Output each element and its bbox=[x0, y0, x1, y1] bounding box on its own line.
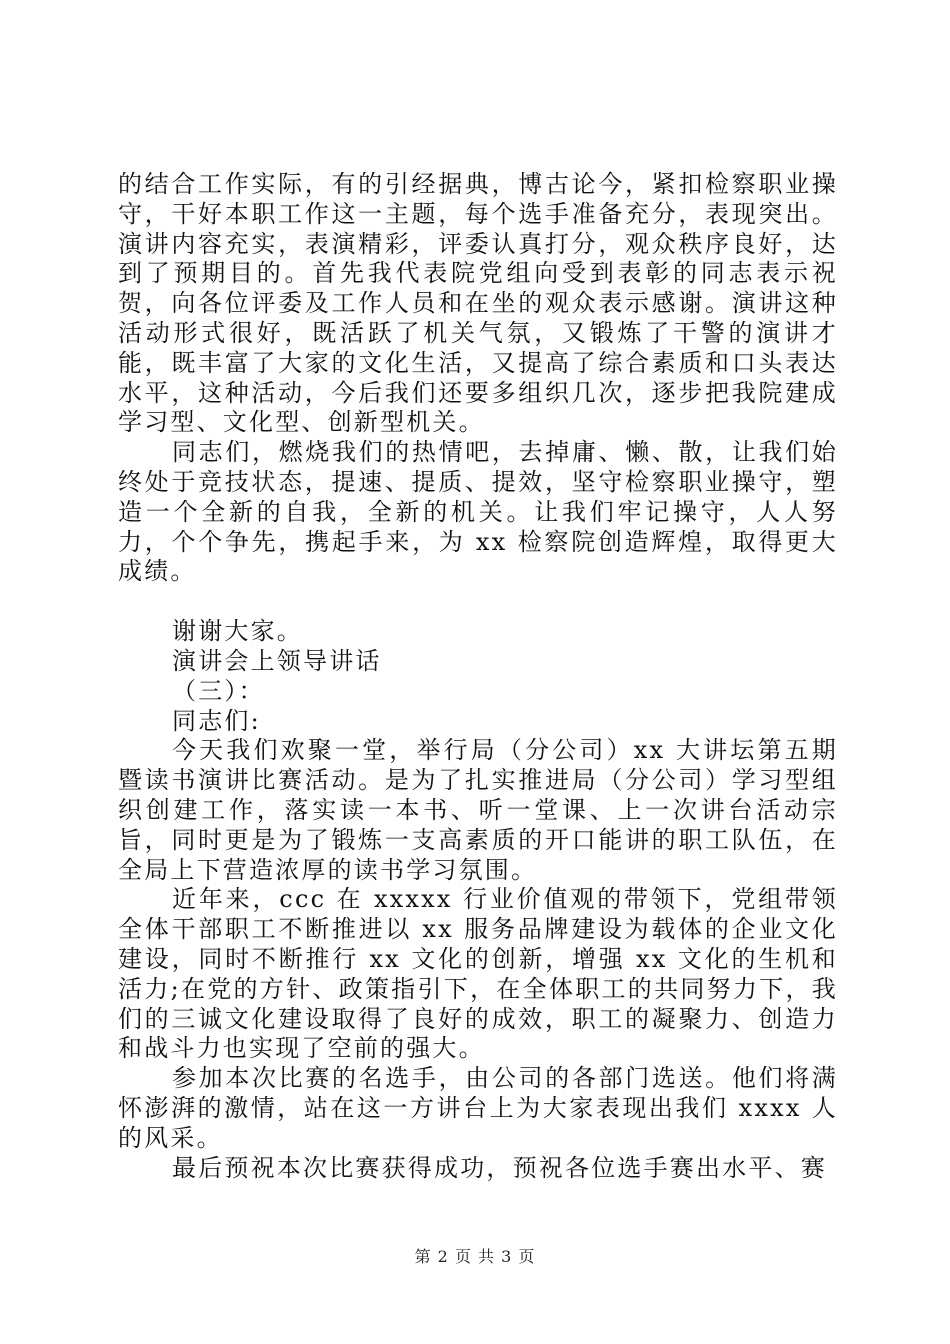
paragraph-thanks: 谢谢大家。 bbox=[172, 617, 303, 646]
paragraph-speech-summary: 的结合工作实际，有的引经据典，博古论今，紧扣检察职业操守，干好本职工作这一主题，每个选手准备充分，表现突出。演讲内容充实，表演精彩，评委认真打分，观众秩序良好，达到了预期目的。首先我代表院党组向受到表彰的同志表示祝贺，向各位评委及工作人员和在坐的观众表示感谢。演讲这种活动形式很好，既活跃了机关气氛，又锻炼了干警的演讲才能，既丰富了大家的文化生活，又提高了综合素质和口头表达水平，这种活动，今后我们还要多组织几次，逐步把我院建成学习型、文化型、创新型机关。 bbox=[118, 170, 838, 437]
paragraph-event-intro: 今天我们欢聚一堂，举行局（分公司）xx 大讲坛第五期暨读书演讲比赛活动。是为了扎实推进局（分公司）学习型组织创建工作，落实读一本书、听一堂课、上一次讲台活动宗旨，同时更是为了锻炼一支高素质的开口能讲的职工队伍，在全局上下营造浓厚的读书学习氛围。 bbox=[118, 736, 838, 884]
salutation: 同志们: bbox=[172, 706, 261, 735]
page-number-footer: 第 2 页 共 3 页 bbox=[414, 1247, 536, 1266]
section-number: （三）： bbox=[172, 676, 265, 705]
document-body bbox=[118, 170, 838, 1183]
section-title: 演讲会上领导讲话 bbox=[172, 646, 382, 675]
paragraph-call-to-action: 同志们，燃烧我们的热情吧，去掉庸、懒、散，让我们始终处于竞技状态，提速、提质、提效，坚守检察职业操守，塑造一个全新的自我，全新的机关。让我们牢记操守，人人努力，个个争先，携起手来，为 xx 检察院创造辉煌，取得更大成绩。 bbox=[118, 438, 838, 586]
paragraph-recent-years: 近年来，ccc 在 xxxxx 行业价值观的带领下，党组带领全体干部职工不断推进以 xx 服务品牌建设为载体的企业文化建设，同时不断推行 xx 文化的创新，增强 xx 文化的生机和活力;在党的方针、政策指引下，在全体职工的共同努力下，我们的三诚文化建设取得了良好的成效，职工的凝聚力、创造力和战斗力也实现了空前的强大。 bbox=[118, 885, 838, 1063]
paragraph-closing-wishes: 最后预祝本次比赛获得成功，预祝各位选手赛出水平、赛 bbox=[172, 1153, 827, 1182]
paragraph-contestants: 参加本次比赛的名选手，由公司的各部门选送。他们将满怀澎湃的激情，站在这一方讲台上为大家表现出我们 xxxx 人的风采。 bbox=[118, 1064, 838, 1152]
